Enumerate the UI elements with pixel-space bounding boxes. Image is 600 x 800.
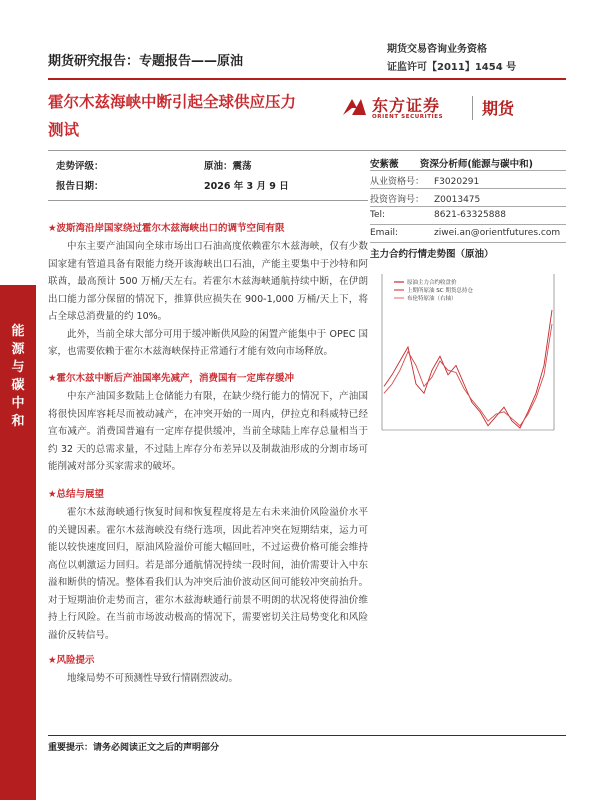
side-char: 和: [11, 414, 25, 429]
section-title: ★总结与展望: [48, 489, 105, 500]
side-char: 与: [11, 360, 25, 375]
section: [48, 652, 368, 666]
section-body: [48, 238, 368, 361]
meta-rule-bottom: [48, 200, 368, 201]
license-line: 证监许可【2011】1454 号: [387, 62, 517, 73]
title-line: 测试: [48, 121, 80, 139]
chart-legend: [394, 278, 473, 302]
footer-notice: 重要提示：请务必阅读正文之后的声明部分: [48, 743, 220, 753]
paragraph: 霍尔木兹海峡通行恢复时间和恢复程度将是左右未来油价风险溢价水平的关键因素。霍尔木兹海峡没有绕行选项，因此若冲突在短期结束，运力可能以较快速度回归，原油风险溢价可能大幅回吐，不过运费价格可能会维持高位以刺激运力回归。若是部分通航情况持续一段时间，油价需要计入中东溢和断供的情况。整体看我们认为冲突后油价波动区间可能较冲突前抬升。对于短期油价走势而言，霍尔木兹海峡通行前景不明朗的状况将使得油价维持上行风险。在当前市场波动极高的情况下，需要密切关注局势变化和风险溢价反转信号。: [48, 507, 368, 641]
section-title: ★波斯湾沿岸国家绕过霍尔木兹海峡出口的调节空间有限: [48, 223, 285, 234]
contact-row: [370, 210, 566, 220]
logo-name-en: ORIENT SECURITIES: [372, 114, 444, 120]
series-line: [384, 324, 552, 426]
legend-label: 上期所原油 SC 期货总持仓: [407, 288, 473, 294]
section-title: ★霍尔木兹中断后产油国率先减产，消费国有一定库存缓冲: [48, 373, 295, 384]
date-value: 2026 年 3 月 9 日: [204, 181, 289, 192]
contact-key: Email:: [370, 228, 399, 238]
company-logo: [340, 92, 560, 128]
contact-row: [370, 228, 566, 238]
contact-value: F3020291: [434, 177, 480, 187]
analyst-title: 资深分析师(能源与碳中和): [419, 159, 534, 170]
logo-division: 期货: [482, 99, 515, 118]
title-line: 霍尔木兹海峡中断引起全球供应压力: [48, 93, 297, 111]
contact-rule: [370, 170, 566, 171]
report-title: [48, 88, 318, 144]
section: [48, 370, 368, 384]
section-body: [48, 388, 368, 476]
license-info: [387, 41, 516, 77]
chart-title: 主力合约行情走势图（原油）: [370, 249, 494, 260]
rating-value: 原油：震荡: [204, 161, 252, 172]
contact-rule: [370, 188, 566, 189]
section: [48, 486, 368, 500]
paragraph: 地缘局势不可预测性导致行情剧烈波动。: [67, 673, 239, 684]
paragraph: 中东主要产油国向全球市场出口石油高度依赖霍尔木兹海峡，仅有少数国家建有管道具备有限能力绕开该海峡出口石油，产能主要集中于沙特和阿联酋，最高预计 500 万桶/天左右。若霍尔木兹海峡通航持续中断，在伊朗出口能力部分保留的情况下，推算供应损失在 900-1,000 万桶/天上下，将占全球总消费量的约 10%。: [48, 241, 368, 322]
footer-rule: [48, 735, 566, 736]
logo-name-cn: 东方证券: [372, 96, 441, 115]
contact-rule: [370, 242, 566, 243]
paragraph: 此外，当前全球大部分可用于缓冲断供风险的闲置产能集中于 OPEC 国家，也需要依赖于霍尔木兹海峡保持正常通行才能有效向市场释放。: [48, 328, 368, 357]
side-char: 能: [11, 324, 25, 339]
sidebar-category-label: [0, 323, 36, 431]
analyst-name: 安紫薇: [370, 159, 399, 170]
legend-label: 原油主力合约收盘价: [407, 280, 457, 286]
legend-label: 布伦特原油（右轴）: [407, 296, 457, 302]
series-layer: [384, 310, 552, 428]
contact-key: 投资咨询号：: [370, 195, 425, 205]
contact-value[interactable]: ziwei.an@orientfutures.com: [434, 228, 561, 238]
analyst-header: [370, 156, 566, 170]
contact-row: [370, 174, 566, 187]
contact-value: 8621-63325888: [434, 210, 506, 220]
section: [48, 220, 368, 234]
series-line: [384, 310, 552, 428]
report-type: 期货研究报告：专题报告——原油: [48, 54, 244, 69]
contact-key: Tel:: [370, 210, 386, 220]
contact-key: 从业资格号：: [370, 177, 425, 187]
section-body: [48, 670, 368, 688]
date-label: 报告日期：: [56, 181, 104, 192]
contact-row: [370, 192, 566, 205]
rating-label: 走势评级：: [56, 161, 104, 172]
contact-rule: [370, 224, 566, 225]
logo-mark-icon: [340, 94, 368, 122]
side-char: 源: [11, 342, 25, 357]
section-title: ★风险提示: [48, 655, 95, 666]
header-rule: [48, 78, 566, 80]
paragraph: 中东产油国多数陆上仓储能力有限，在缺少绕行能力的情况下，产油国将很快因库容耗尽而被动减产，在冲突开始的一周内，伊拉克和科威特已经宣布减产。消费国普遍有一定库存提供缓冲，当前全球陆上库存总量相当于约 32 天的总需求量，不过陆上库存分布差异以及制裁油形成的分割市场可能削减对部分买家需求的破坏。: [48, 391, 368, 472]
license-line: 期货交易咨询业务资格: [387, 44, 487, 55]
section-body: [48, 504, 368, 644]
side-char: 中: [11, 396, 25, 411]
contact-rule: [370, 206, 566, 207]
logo-separator: [472, 96, 473, 120]
meta-rule-top: [48, 150, 566, 151]
contact-value: Z0013475: [434, 195, 481, 205]
price-chart: [370, 262, 566, 442]
side-char: 碳: [11, 378, 25, 393]
